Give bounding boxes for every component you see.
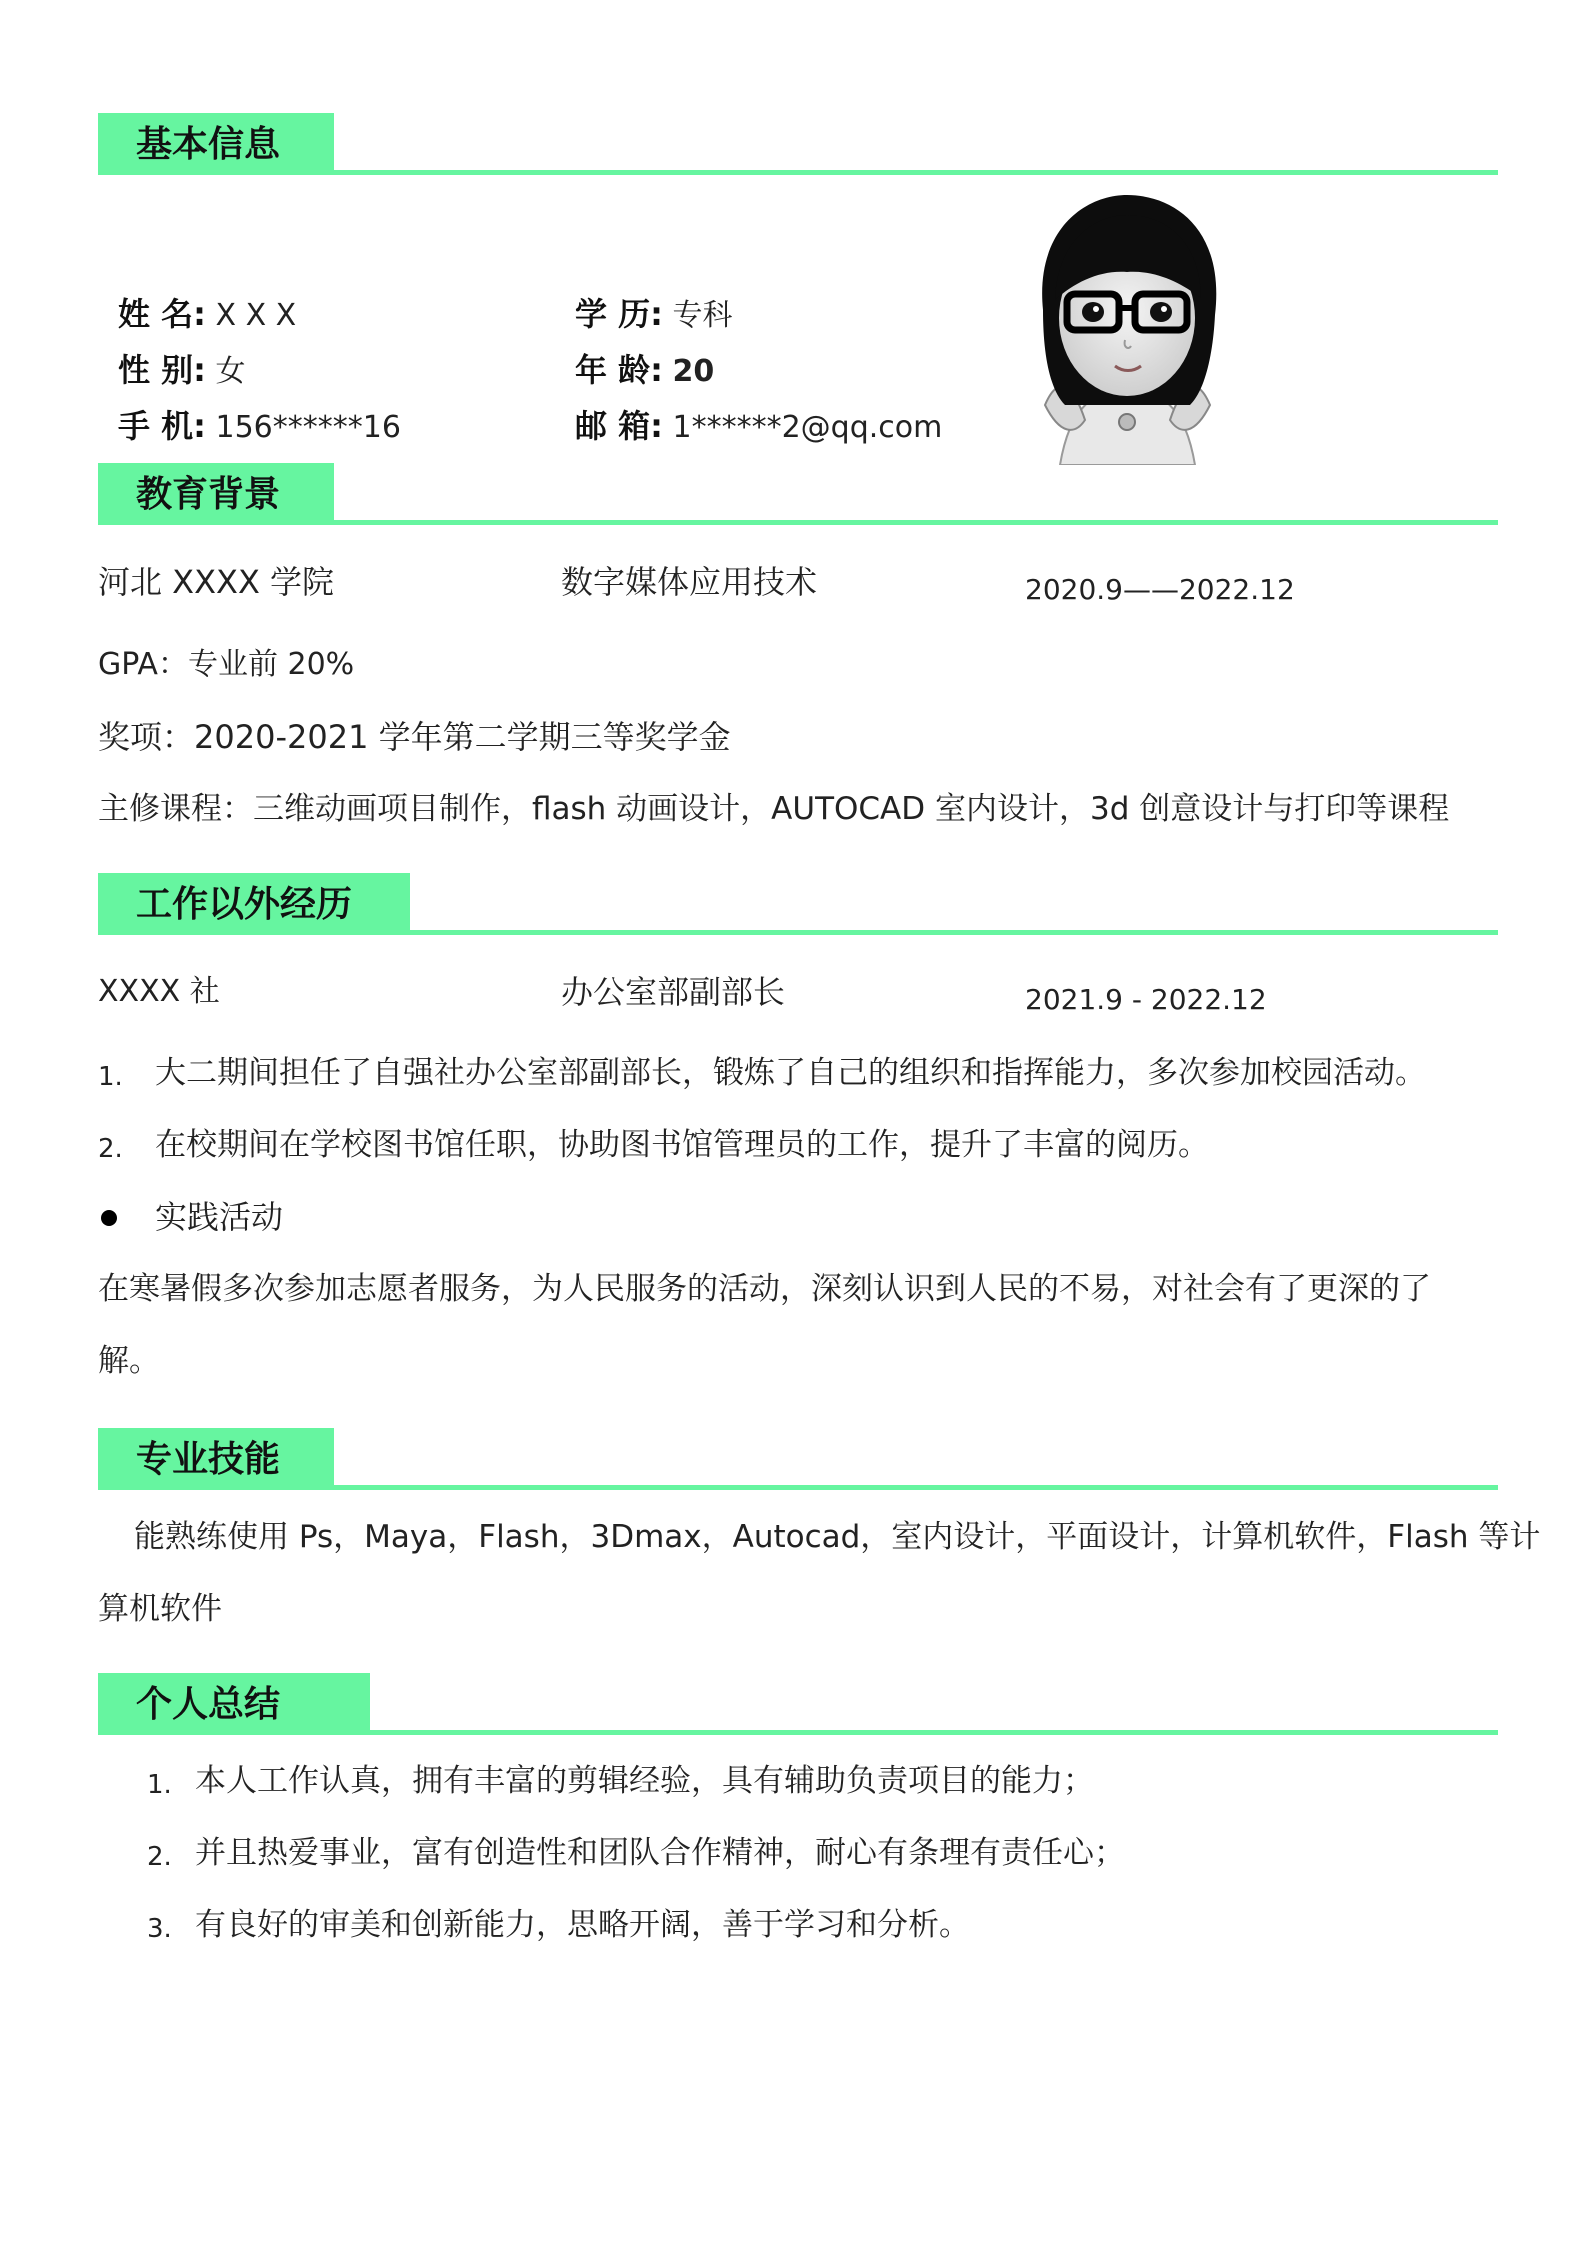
section-rule	[98, 520, 1498, 525]
section-rule	[98, 1730, 1498, 1735]
email-value: 1******2@qq.com	[672, 410, 943, 445]
age-label: 年 龄:	[575, 351, 663, 389]
summary-item-text: 本人工作认真，拥有丰富的剪辑经验，具有辅助负责项目的能力；	[195, 1763, 1094, 1799]
experience-period: 2021.9 - 2022.12	[1025, 983, 1267, 1016]
practice-title: 实践活动	[155, 1198, 284, 1236]
avatar-illustration-icon	[1015, 190, 1240, 465]
section-education	[98, 463, 1498, 525]
gender-value: 女	[215, 354, 246, 389]
age-row	[575, 352, 714, 390]
experience-item-num: 2.	[98, 1134, 123, 1164]
section-basic-info	[98, 113, 1498, 175]
section-summary	[98, 1673, 1498, 1735]
gender-row	[118, 352, 246, 390]
section-rule	[98, 170, 1498, 175]
gender-label: 性 别:	[118, 351, 206, 389]
name-row	[118, 296, 296, 334]
summary-item-num: 1.	[147, 1770, 172, 1800]
summary-item-text: 有良好的审美和创新能力，思略开阔，善于学习和分析。	[195, 1907, 970, 1943]
award-line: 奖项：2020-2021 学年第二学期三等奖学金	[98, 718, 731, 756]
phone-row	[118, 408, 401, 446]
email-label: 邮 箱:	[575, 407, 663, 445]
age-value: 20	[672, 354, 715, 389]
bullet-dot-icon	[101, 1210, 117, 1226]
skills-line1: 能熟练使用 Ps，Maya，Flash，3Dmax，Autocad，室内设计，平面设计，计算机软件，Flash 等计	[134, 1519, 1541, 1555]
education-period: 2020.9——2022.12	[1025, 573, 1295, 606]
name-value: X X X	[215, 298, 297, 333]
section-skills	[98, 1428, 1498, 1490]
experience-item-num: 1.	[98, 1062, 123, 1092]
section-experience	[98, 873, 1498, 935]
experience-item-text: 在校期间在学校图书馆任职，协助图书馆管理员的工作，提升了丰富的阅历。	[155, 1127, 1209, 1163]
phone-label: 手 机:	[118, 407, 206, 445]
education-level-row	[575, 296, 733, 334]
section-title-education: 教育背景	[98, 463, 334, 525]
summary-item-num: 3.	[147, 1914, 172, 1944]
section-rule	[98, 1485, 1498, 1490]
experience-item-text: 大二期间担任了自强社办公室部副部长，锻炼了自己的组织和指挥能力，多次参加校园活动。	[155, 1055, 1426, 1091]
practice-text-line2: 解。	[98, 1343, 160, 1379]
section-rule	[98, 930, 1498, 935]
practice-text-line1: 在寒暑假多次参加志愿者服务，为人民服务的活动，深刻认识到人民的不易，对社会有了更深的了	[98, 1271, 1431, 1307]
phone-value: 156******16	[215, 410, 401, 445]
experience-org: XXXX 社	[98, 974, 220, 1009]
section-title-basic: 基本信息	[98, 113, 334, 175]
section-title-summary: 个人总结	[98, 1673, 370, 1735]
education-level-label: 学 历:	[575, 295, 663, 333]
email-row	[575, 408, 942, 446]
courses-line: 主修课程：三维动画项目制作，flash 动画设计，AUTOCAD 室内设计，3d 创意设计与打印等课程	[98, 791, 1450, 827]
major-name: 数字媒体应用技术	[561, 563, 818, 601]
summary-item-num: 2.	[147, 1842, 172, 1872]
section-title-experience: 工作以外经历	[98, 873, 410, 935]
name-label: 姓 名:	[118, 295, 206, 333]
summary-item-text: 并且热爱事业，富有创造性和团队合作精神，耐心有条理有责任心；	[195, 1835, 1125, 1871]
gpa-line: GPA：专业前 20%	[98, 647, 355, 682]
school-name: 河北 XXXX 学院	[98, 563, 335, 601]
education-level-value: 专科	[672, 298, 733, 333]
experience-role: 办公室部副部长	[561, 973, 786, 1011]
section-title-skills: 专业技能	[98, 1428, 334, 1490]
skills-line2: 算机软件	[98, 1591, 222, 1627]
avatar	[1015, 190, 1240, 465]
